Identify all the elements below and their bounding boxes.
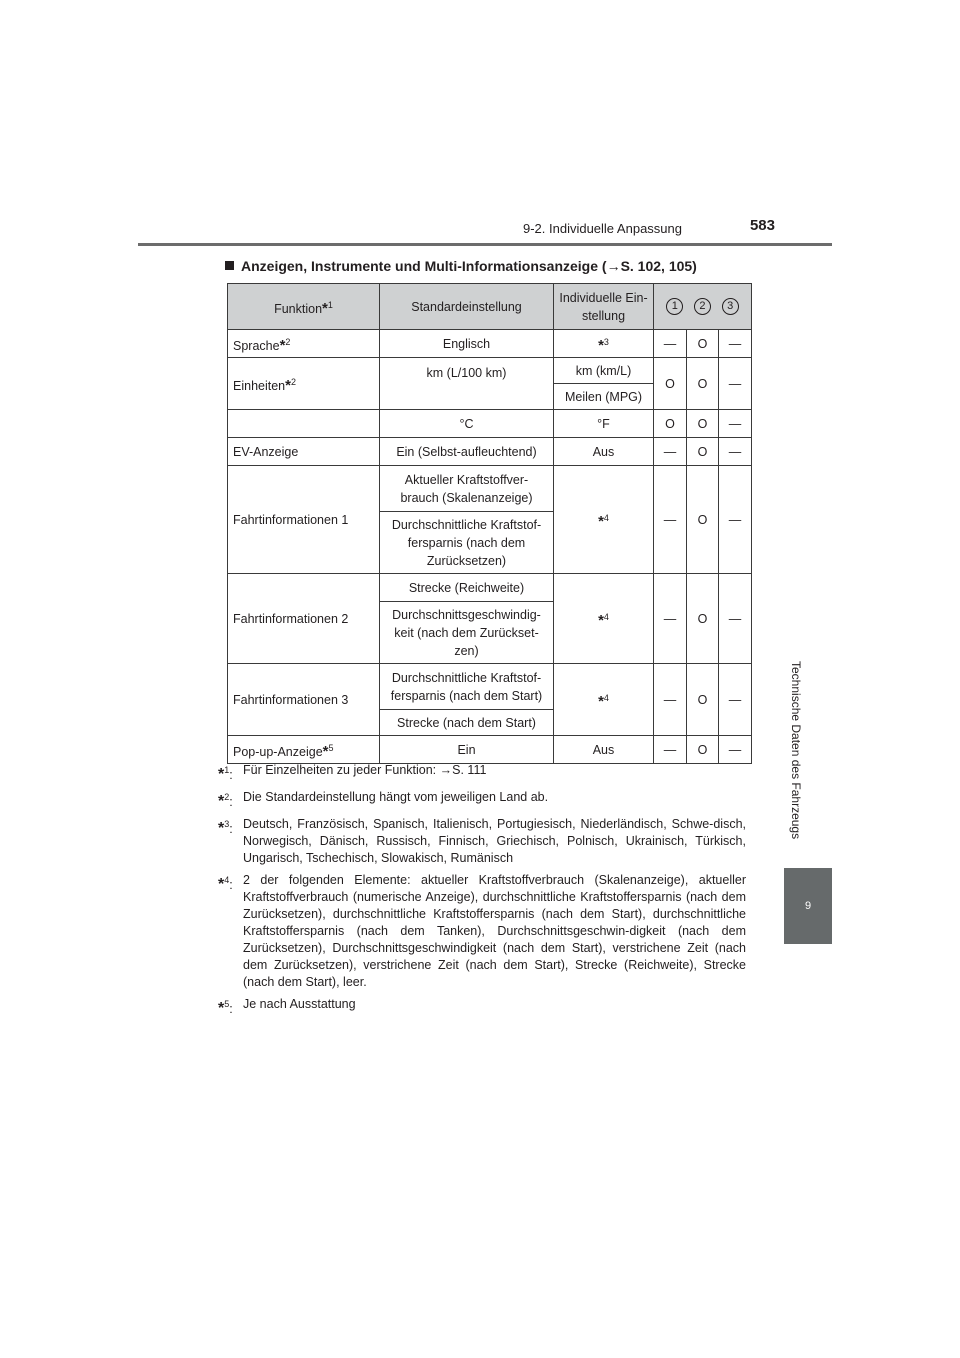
table-row	[228, 736, 752, 764]
cell-c3: —	[719, 410, 752, 438]
cell-standard: Ein	[380, 736, 554, 764]
asterisk-icon: *	[218, 1000, 225, 1017]
cell-standard: km (L/100 km)	[380, 358, 554, 410]
cell-standard: Durchschnittliche Kraftstof- fersparnis (nach dem Start)	[380, 664, 554, 710]
cell-c3: —	[719, 438, 752, 466]
footnote-colon: :	[229, 795, 233, 809]
footnote-number: 3	[224, 819, 230, 829]
footnote-mark	[218, 996, 243, 1018]
cell-individual: km (km/L)	[554, 358, 654, 384]
footnote-mark	[218, 816, 243, 867]
footnote-mark	[218, 762, 243, 784]
footnote-ref: 3	[603, 336, 609, 347]
footnote-text: Die Standardeinstellung hängt vom jeweiligen Land ab.	[243, 790, 549, 804]
page-number: 583	[749, 217, 775, 234]
cell-c2: O	[687, 574, 719, 664]
footnote-2	[218, 789, 746, 811]
cell-funktion	[228, 330, 380, 358]
cell-standard: Durchschnittsgeschwindig- keit (nach dem Zurückset- zen)	[380, 602, 554, 664]
cell-individual: Meilen (MPG)	[554, 384, 654, 410]
header-funktion	[228, 284, 380, 330]
cell-individual	[554, 574, 654, 664]
cell-standard: Strecke (nach dem Start)	[380, 710, 554, 736]
cell-c2: O	[687, 664, 719, 736]
cell-c1: —	[654, 438, 687, 466]
footnote-text: 2 der folgenden Elemente: aktueller Kraftstoffverbrauch (Skalenanzeige), aktueller Kraftstoffverbrauch (numerische Anzeige), durchschnittliche Kraftstoffersparnis (nach dem Zurücksetzen), durchschnittliche Kraftstoffersparnis (nach dem Start), durchschnittliche Kraftstoffersparnis (nach dem Tanken), Durchschnittsgeschwin-digkeit (nach dem Zurücksetzen), Durchschnittsgeschwindigkeit (nach dem Start), verstrichene Zeit (nach dem Zurücksetzen), verstrichene Zeit (nach dem Start), Strecke (Reichweite), Strecke (nach dem Start), leer.	[243, 873, 746, 989]
table-row	[228, 438, 752, 466]
settings-table	[227, 283, 752, 764]
cell-funktion-empty	[228, 410, 380, 438]
footnote-mark	[218, 872, 243, 991]
asterisk-icon: *	[598, 611, 604, 629]
footnotes	[218, 762, 746, 1023]
header-index-columns	[654, 284, 752, 330]
footnote-ref: 4	[603, 611, 609, 622]
footnote-colon: :	[229, 822, 233, 836]
footnote-colon: :	[229, 768, 233, 782]
cell-individual	[554, 330, 654, 358]
asterisk-icon: *	[279, 336, 286, 354]
table-header-row	[228, 284, 752, 330]
cell-c1: —	[654, 574, 687, 664]
cell-c3: —	[719, 466, 752, 574]
cell-c3: —	[719, 330, 752, 358]
cell-c1: —	[654, 330, 687, 358]
asterisk-icon: *	[218, 766, 225, 783]
cell-c2: O	[687, 438, 719, 466]
footnote-mark	[218, 789, 243, 811]
cell-c3: —	[719, 358, 752, 410]
bullet-square-icon	[225, 261, 234, 270]
asterisk-icon: *	[598, 336, 604, 354]
footnote-colon: :	[229, 878, 233, 892]
cell-funktion	[228, 358, 380, 410]
cell-c2: O	[687, 410, 719, 438]
cell-c1: —	[654, 664, 687, 736]
header-standard: Standardeinstellung	[380, 284, 554, 330]
table-row	[228, 358, 752, 384]
section-title	[225, 258, 785, 274]
cell-individual: Aus	[554, 736, 654, 764]
cell-c1: O	[654, 410, 687, 438]
circled-number-1-icon: 1	[666, 298, 683, 315]
asterisk-icon: *	[218, 876, 225, 893]
asterisk-icon: *	[598, 512, 604, 530]
cell-individual: Aus	[554, 438, 654, 466]
page-header-text: 9-2. Individuelle Anpassung	[522, 221, 682, 236]
footnote-number: 2	[224, 792, 230, 802]
asterisk-icon: *	[322, 299, 328, 317]
header-funktion-text: Funktion	[274, 301, 323, 316]
footnote-ref: 2	[290, 376, 296, 387]
footnote-text: Deutsch, Französisch, Spanisch, Italienisch, Portugiesisch, Niederländisch, Schwe-disch, Norwegisch, Dänisch, Russisch, Finnisch, Griechisch, Polnisch, Ukrainisch, Türkisch, Ungarisch, Tschechisch, Slowakisch, Rumänisch	[243, 817, 746, 865]
cell-standard: °C	[380, 410, 554, 438]
cell-funktion: EV-Anzeige	[228, 438, 380, 466]
cell-funktion	[228, 736, 380, 764]
cell-c2: O	[687, 736, 719, 764]
table-row	[228, 330, 752, 358]
cell-c3: —	[719, 736, 752, 764]
footnote-colon: :	[229, 1002, 233, 1016]
cell-c1: —	[654, 736, 687, 764]
cell-funktion: Fahrtinformationen 2	[228, 574, 380, 664]
asterisk-icon: *	[218, 793, 225, 810]
footnote-ref: 4	[603, 512, 609, 523]
footnote-text: Für Einzelheiten zu jeder Funktion: →S. 111	[243, 763, 487, 777]
footnote-number: 5	[224, 999, 230, 1009]
asterisk-icon: *	[322, 742, 329, 760]
table-row	[228, 466, 752, 512]
footnote-4	[218, 872, 746, 991]
footnote-ref: 2	[285, 336, 291, 347]
cell-funktion: Fahrtinformationen 1	[228, 466, 380, 574]
footnote-ref: 5	[328, 742, 334, 753]
cell-individual: °F	[554, 410, 654, 438]
chapter-side-label: Technische Daten des Fahrzeugs	[789, 660, 803, 840]
cell-text: Sprache	[233, 338, 280, 353]
cell-individual	[554, 466, 654, 574]
cell-c2: O	[687, 330, 719, 358]
cell-standard: Englisch	[380, 330, 554, 358]
asterisk-icon: *	[285, 376, 291, 394]
cell-c3: —	[719, 574, 752, 664]
cell-standard: Ein (Selbst-aufleuchtend)	[380, 438, 554, 466]
asterisk-icon: *	[598, 692, 604, 710]
footnote-ref: 4	[603, 692, 609, 703]
cell-funktion: Fahrtinformationen 3	[228, 664, 380, 736]
cell-standard: Durchschnittliche Kraftstof- fersparnis (nach dem Zurücksetzen)	[380, 512, 554, 574]
cell-c3: —	[719, 664, 752, 736]
footnote-number: 4	[224, 875, 230, 885]
footnote-3	[218, 816, 746, 867]
asterisk-icon: *	[218, 820, 225, 837]
cell-text: Pop-up-Anzeige	[233, 744, 323, 759]
cell-individual	[554, 664, 654, 736]
circled-number-3-icon: 3	[722, 298, 739, 315]
cell-c1: O	[654, 358, 687, 410]
cell-c2: O	[687, 466, 719, 574]
section-title-text: Anzeigen, Instrumente und Multi-Informationsanzeige (→S. 102, 105)	[241, 258, 697, 274]
cell-standard: Aktueller Kraftstoffver- brauch (Skalenanzeige)	[380, 466, 554, 512]
footnote-ref: 1	[327, 299, 333, 310]
cell-text: Einheiten	[233, 378, 286, 393]
header-individual: Individuelle Ein- stellung	[554, 284, 654, 330]
circled-number-2-icon: 2	[694, 298, 711, 315]
footnote-text: Je nach Ausstattung	[243, 997, 356, 1011]
table-row	[228, 664, 752, 710]
table-row	[228, 574, 752, 602]
footnote-number: 1	[224, 765, 230, 775]
footnote-5	[218, 996, 746, 1018]
cell-c1: —	[654, 466, 687, 574]
cell-standard: Strecke (Reichweite)	[380, 574, 554, 602]
header-rule	[138, 243, 832, 246]
chapter-tab: 9	[784, 868, 832, 944]
footnote-1	[218, 762, 746, 784]
cell-c2: O	[687, 358, 719, 410]
table-row	[228, 410, 752, 438]
